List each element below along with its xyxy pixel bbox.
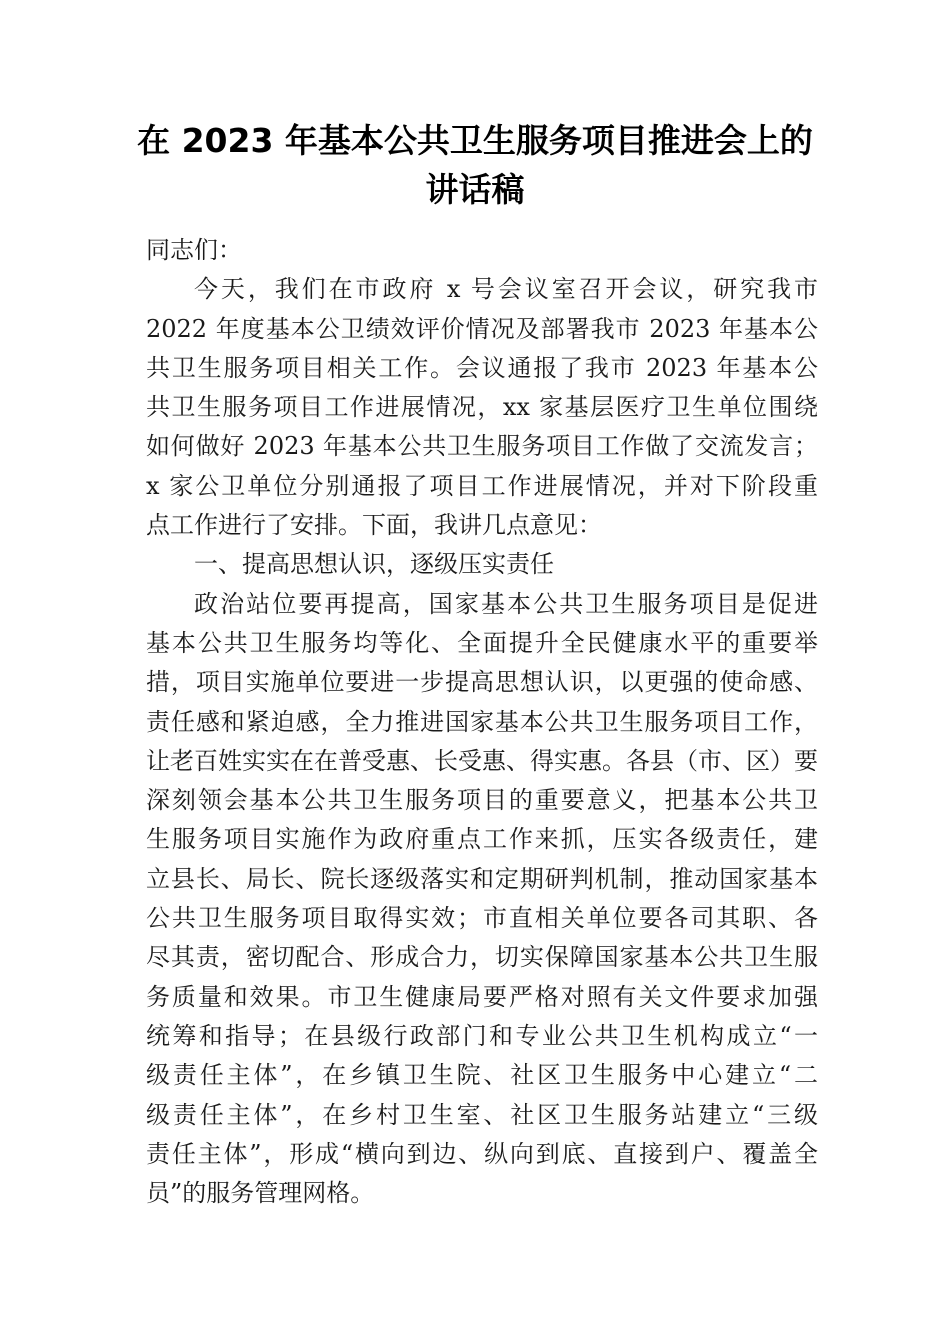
- paragraph-2-line: 生服务项目实施作为政府重点工作来抓，压实各级责任，建: [146, 825, 818, 854]
- paragraph-1-line: 点工作进行了安排。下面，我讲几点意见：: [146, 511, 602, 540]
- paragraph-2-line: 务质量和效果。市卫生健康局要严格对照有关文件要求加强: [146, 982, 818, 1011]
- paragraph-2-line: 级责任主体”，在乡村卫生室、社区卫生服务站建立“三级: [146, 1100, 818, 1129]
- paragraph-1-line: x 家公卫单位分别通报了项目工作进展情况，并对下阶段重: [146, 471, 818, 500]
- paragraph-2-line: 责任主体”，形成“横向到边、纵向到底、直接到户、覆盖全: [146, 1139, 818, 1168]
- paragraph-2-line: 基本公共卫生服务均等化、全面提升全民健康水平的重要举: [146, 628, 818, 657]
- paragraph-2-line: 尽其责，密切配合、形成合力，切实保障国家基本公共卫生服: [146, 943, 818, 972]
- paragraph-2-line: 深刻领会基本公共卫生服务项目的重要意义，把基本公共卫: [146, 786, 818, 815]
- paragraph-2-line: 让老百姓实实在在普受惠、长受惠、得实惠。各县（市、区）要: [146, 746, 818, 775]
- paragraph-2-line: 政治站位要再提高，国家基本公共卫生服务项目是促进: [194, 589, 818, 618]
- greeting: 同志们：: [146, 236, 242, 264]
- paragraph-1-line: 2022 年度基本公卫绩效评价情况及部署我市 2023 年基本公: [146, 314, 818, 343]
- paragraph-2-line: 统筹和指导；在县级行政部门和专业公共卫生机构成立“一: [146, 1021, 818, 1050]
- paragraph-1-line: 如何做好 2023 年基本公共卫生服务项目工作做了交流发言；: [146, 432, 818, 461]
- document-title-line-2: 讲话稿: [425, 170, 525, 209]
- paragraph-2-line: 级责任主体”，在乡镇卫生院、社区卫生服务中心建立“二: [146, 1061, 818, 1090]
- paragraph-2-line: 措，项目实施单位要进一步提高思想认识，以更强的使命感、: [146, 668, 818, 697]
- document-title-line-1: 在 2023 年基本公共卫生服务项目推进会上的: [137, 121, 813, 160]
- section-1-heading: 一、提高思想认识，逐级压实责任: [194, 550, 554, 579]
- paragraph-1-line: 今天，我们在市政府 x 号会议室召开会议，研究我市: [194, 275, 818, 304]
- document-body: [146, 231, 818, 1213]
- paragraph-1-line: 共卫生服务项目工作进展情况，xx 家基层医疗卫生单位围绕: [146, 393, 818, 422]
- paragraph-2-line: 立县长、局长、院长逐级落实和定期研判机制，推动国家基本: [146, 864, 818, 893]
- paragraph-1-line: 共卫生服务项目相关工作。会议通报了我市 2023 年基本公: [146, 353, 818, 382]
- paragraph-2-line: 责任感和紧迫感，全力推进国家基本公共卫生服务项目工作，: [146, 707, 818, 736]
- paragraph-2-line: 员”的服务管理网格。: [146, 1179, 375, 1208]
- paragraph-2-line: 公共卫生服务项目取得实效；市直相关单位要各司其职、各: [146, 904, 818, 933]
